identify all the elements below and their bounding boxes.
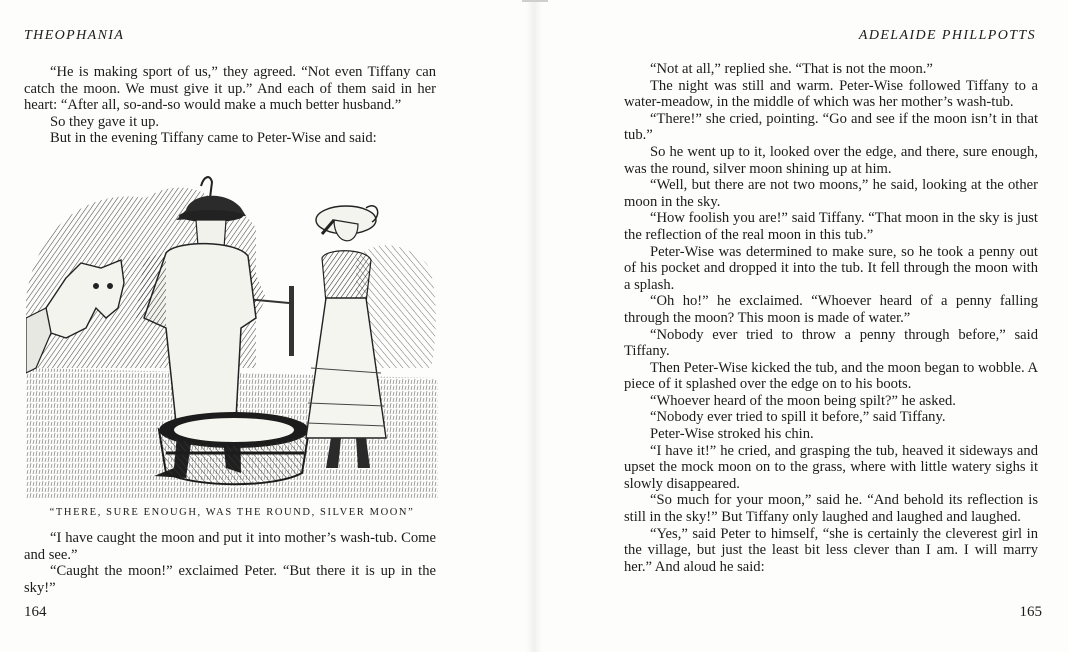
illustration-tub-scene (26, 168, 438, 498)
paragraph: So he went up to it, looked over the edge, and there, sure enough, was the round, silver moon shining up at him. (624, 143, 1038, 177)
right-text (624, 61, 1038, 575)
paragraph: “Nobody ever tried to throw a penny through before,” said Tiffany. (624, 326, 1038, 360)
paragraph: “I have it!” he cried, and grasping the tub, heaved it sideways and upset the mock moon on to the grass, where with little watery sighs it slowly disappeared. (624, 442, 1038, 492)
paragraph: “So much for your moon,” said he. “And behold its reflection is still in the sky!” But Tiffany only laughed and laughed and laughed. (624, 492, 1038, 526)
page-number-left: 164 (24, 604, 47, 620)
left-text-bottom (24, 530, 436, 596)
paragraph: “Oh ho!” he exclaimed. “Whoever heard of a penny falling through the moon? This moon is made of water.” (624, 293, 1038, 326)
paragraph: Peter-Wise was determined to make sure, so he took a penny out of his pocket and dropped it into the tub. It fell through the moon with a splash. (624, 243, 1038, 293)
paragraph: Then Peter-Wise kicked the tub, and the moon began to wobble. A piece of it splashed over the edge on to his boots. (624, 359, 1038, 393)
paragraph: “There!” she cried, pointing. “Go and see if the moon isn’t in that tub.” (624, 110, 1038, 144)
paragraph: “He is making sport of us,” they agreed. “Not even Tiffany can catch the moon. We must give it up.” And each of them said in her heart: “After all, so-and-so would make a much better husband.” (24, 64, 436, 114)
paragraph: “Nobody ever tried to spill it before,” said Tiffany. (650, 409, 946, 426)
illustration-caption: “THERE, SURE ENOUGH, WAS THE ROUND, SILVER MOON” (49, 507, 415, 518)
paragraph: So they gave it up. (50, 113, 160, 130)
page-number-right: 165 (1019, 604, 1042, 620)
paragraph: “Well, but there are not two moons,” he said, looking at the other moon in the sky. (624, 177, 1038, 210)
paragraph: “Whoever heard of the moon being spilt?” he asked. (650, 392, 956, 409)
paragraph: The night was still and warm. Peter-Wise followed Tiffany to a water-meadow, in the middle of which was her mother’s wash-tub. (624, 77, 1038, 111)
paragraph: “Yes,” said Peter to himself, “she is certainly the cleverest girl in the village, but just the least bit less clever than I am. I will marry her.” And aloud he said: (624, 525, 1038, 575)
right-page (534, 0, 1068, 652)
wash-tub (159, 412, 309, 484)
paragraph: “How foolish you are!” said Tiffany. “That moon in the sky is just the reflection of the real moon in this tub.” (624, 210, 1038, 243)
paragraph: “Not at all,” replied she. “That is not the moon.” (650, 61, 933, 77)
paragraph: “Caught the moon!” exclaimed Peter. “But there it is up in the sky!” (24, 563, 436, 596)
paragraph: But in the evening Tiffany came to Peter-Wise and said: (50, 130, 377, 147)
running-head-right: ADELAIDE PHILLPOTTS (858, 28, 1036, 43)
running-head-left: THEOPHANIA (24, 28, 125, 43)
paragraph: “I have caught the moon and put it into mother’s wash-tub. Come and see.” (24, 530, 436, 563)
paragraph: Peter-Wise stroked his chin. (650, 426, 814, 443)
left-text-top (24, 64, 436, 147)
